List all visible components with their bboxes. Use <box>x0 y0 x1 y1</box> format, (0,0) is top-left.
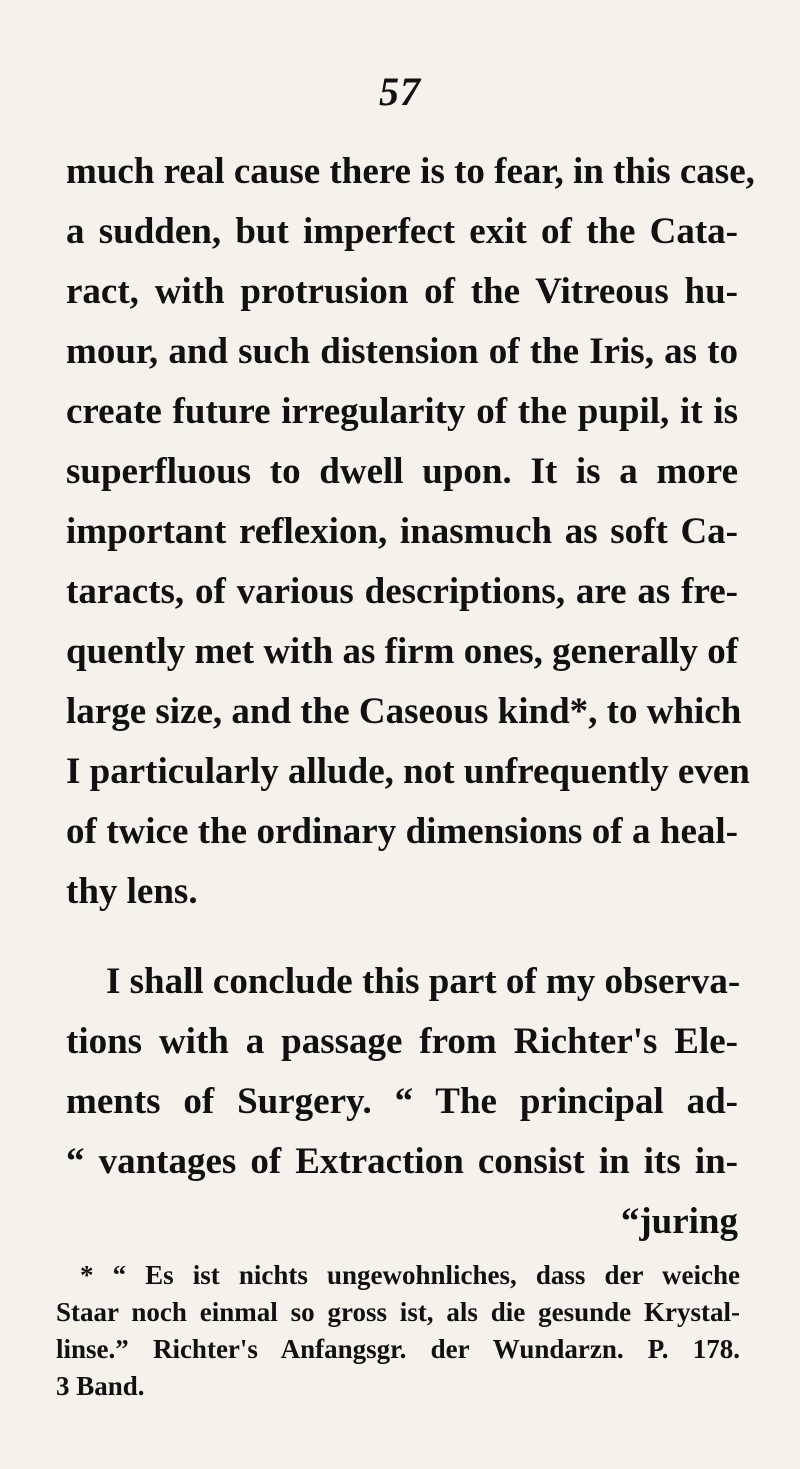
body-line: tions with a passage from Richter's Ele- <box>66 1021 738 1062</box>
body-line: ments of Surgery. “ The principal ad- <box>66 1081 738 1122</box>
body-line: “ vantages of Extraction consist in its in- <box>66 1141 738 1182</box>
footnote-line: * “ Es ist nichts ungewohnliches, dass der weiche <box>80 1260 740 1290</box>
body-line: superfluous to dwell upon. It is a more <box>66 451 738 492</box>
body-line: taracts, of various descriptions, are as fre- <box>66 571 738 612</box>
footnote-line: linse.” Richter's Anfangsgr. der Wundarzn. P. 178. <box>56 1334 740 1364</box>
page-number: 57 <box>379 69 421 114</box>
body-line: large size, and the Caseous kind*, to which <box>66 691 742 732</box>
body-line: create future irregularity of the pupil, it is <box>66 391 738 432</box>
footnote-line: Staar noch einmal so gross ist, als die gesunde Krystal- <box>56 1297 740 1327</box>
body-line: important reflexion, inasmuch as soft Ca- <box>66 511 738 552</box>
body-line: thy lens. <box>66 871 198 912</box>
body-line: of twice the ordinary dimensions of a heal- <box>66 811 738 852</box>
body-line: I particularly allude, not unfrequently even <box>66 751 750 792</box>
catchword: “juring <box>620 1201 738 1242</box>
paragraph-first-line: I shall conclude this part of my observa- <box>106 961 741 1002</box>
body-line: quently met with as firm ones, generally of <box>66 631 739 672</box>
body-line: mour, and such distension of the Iris, as to <box>66 331 738 372</box>
footnote-line: 3 Band. <box>56 1371 145 1401</box>
body-line: much real cause there is to fear, in this case, <box>66 151 755 192</box>
body-line: a sudden, but imperfect exit of the Cata- <box>66 211 738 252</box>
body-line: ract, with protrusion of the Vitreous hu- <box>66 271 738 312</box>
